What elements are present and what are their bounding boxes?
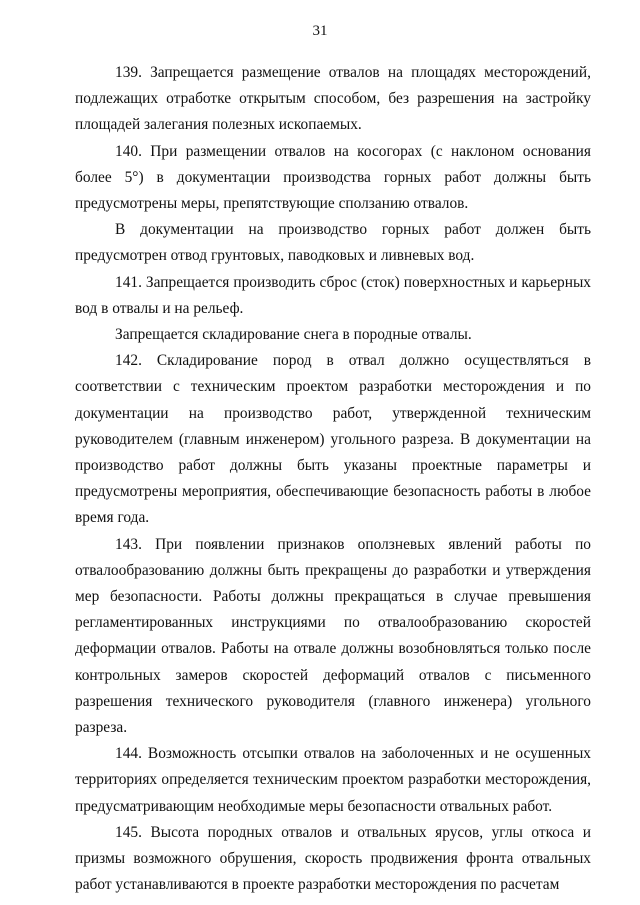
paragraph-145: 145. Высота породных отвалов и отвальных ярусов, углы откоса и призмы возможного обрушения, скорость продвижения фронта отвальных работ устанавливаются в проекте разработки месторождения по расчетам: [75, 823, 591, 894]
paragraph-144: 144. Возможность отсыпки отвалов на заболоченных и не осушенных территориях определяется техническим проектом разработки месторождения, предусматривающим необходимые меры безопасности отвальных работ.: [75, 745, 591, 815]
paragraph-143: 143. При появлении признаков оползневых явлений работы по отвалообразованию должны быть прекращены до разработки и утверждения мер безопасности. Работы должны прекращаться в случае превышения регламентированных инструкциями по отвалообразованию скоростей деформации отвалов. Работы на отвале должны возобновляться только после контрольных замеров скоростей деформаций отвалов с письменного разрешения технического руководителя (главного инженера) угольного разреза.: [75, 535, 591, 737]
paragraph-140: 140. При размещении отвалов на косогорах (с наклоном основания более 5°) в документации производства горных работ должны быть предусмотрены меры, препятствующие сползанию отвалов.: [75, 142, 591, 213]
paragraph-139: 139. Запрещается размещение отвалов на площадях месторождений, подлежащих отработке открытым способом, без разрешения на застройку площадей залегания полезных ископаемых.: [75, 64, 591, 134]
paragraph-140-drainage: В документации на производство горных работ должен быть предусмотрен отвод грунтовых, паводковых и ливневых вод.: [75, 221, 591, 265]
page-number: 31: [312, 23, 328, 39]
paragraph-141-snow: Запрещается складирование снега в породные отвалы.: [115, 326, 472, 344]
paragraph-141: 141. Запрещается производить сброс (сток) поверхностных и карьерных вод в отвалы и на рельеф.: [75, 273, 591, 317]
paragraph-142: 142. Складирование пород в отвал должно осуществляться в соответствии с техническим проектом разработки месторождения и по документации на производство работ, утвержденной техническим руководителем (главным инженером) угольного разреза. В документации на производство работ должны быть указаны проектные параметры и предусмотрены мероприятия, обеспечивающие безопасность работы в любое время года.: [75, 352, 591, 527]
document-body: [75, 60, 591, 899]
